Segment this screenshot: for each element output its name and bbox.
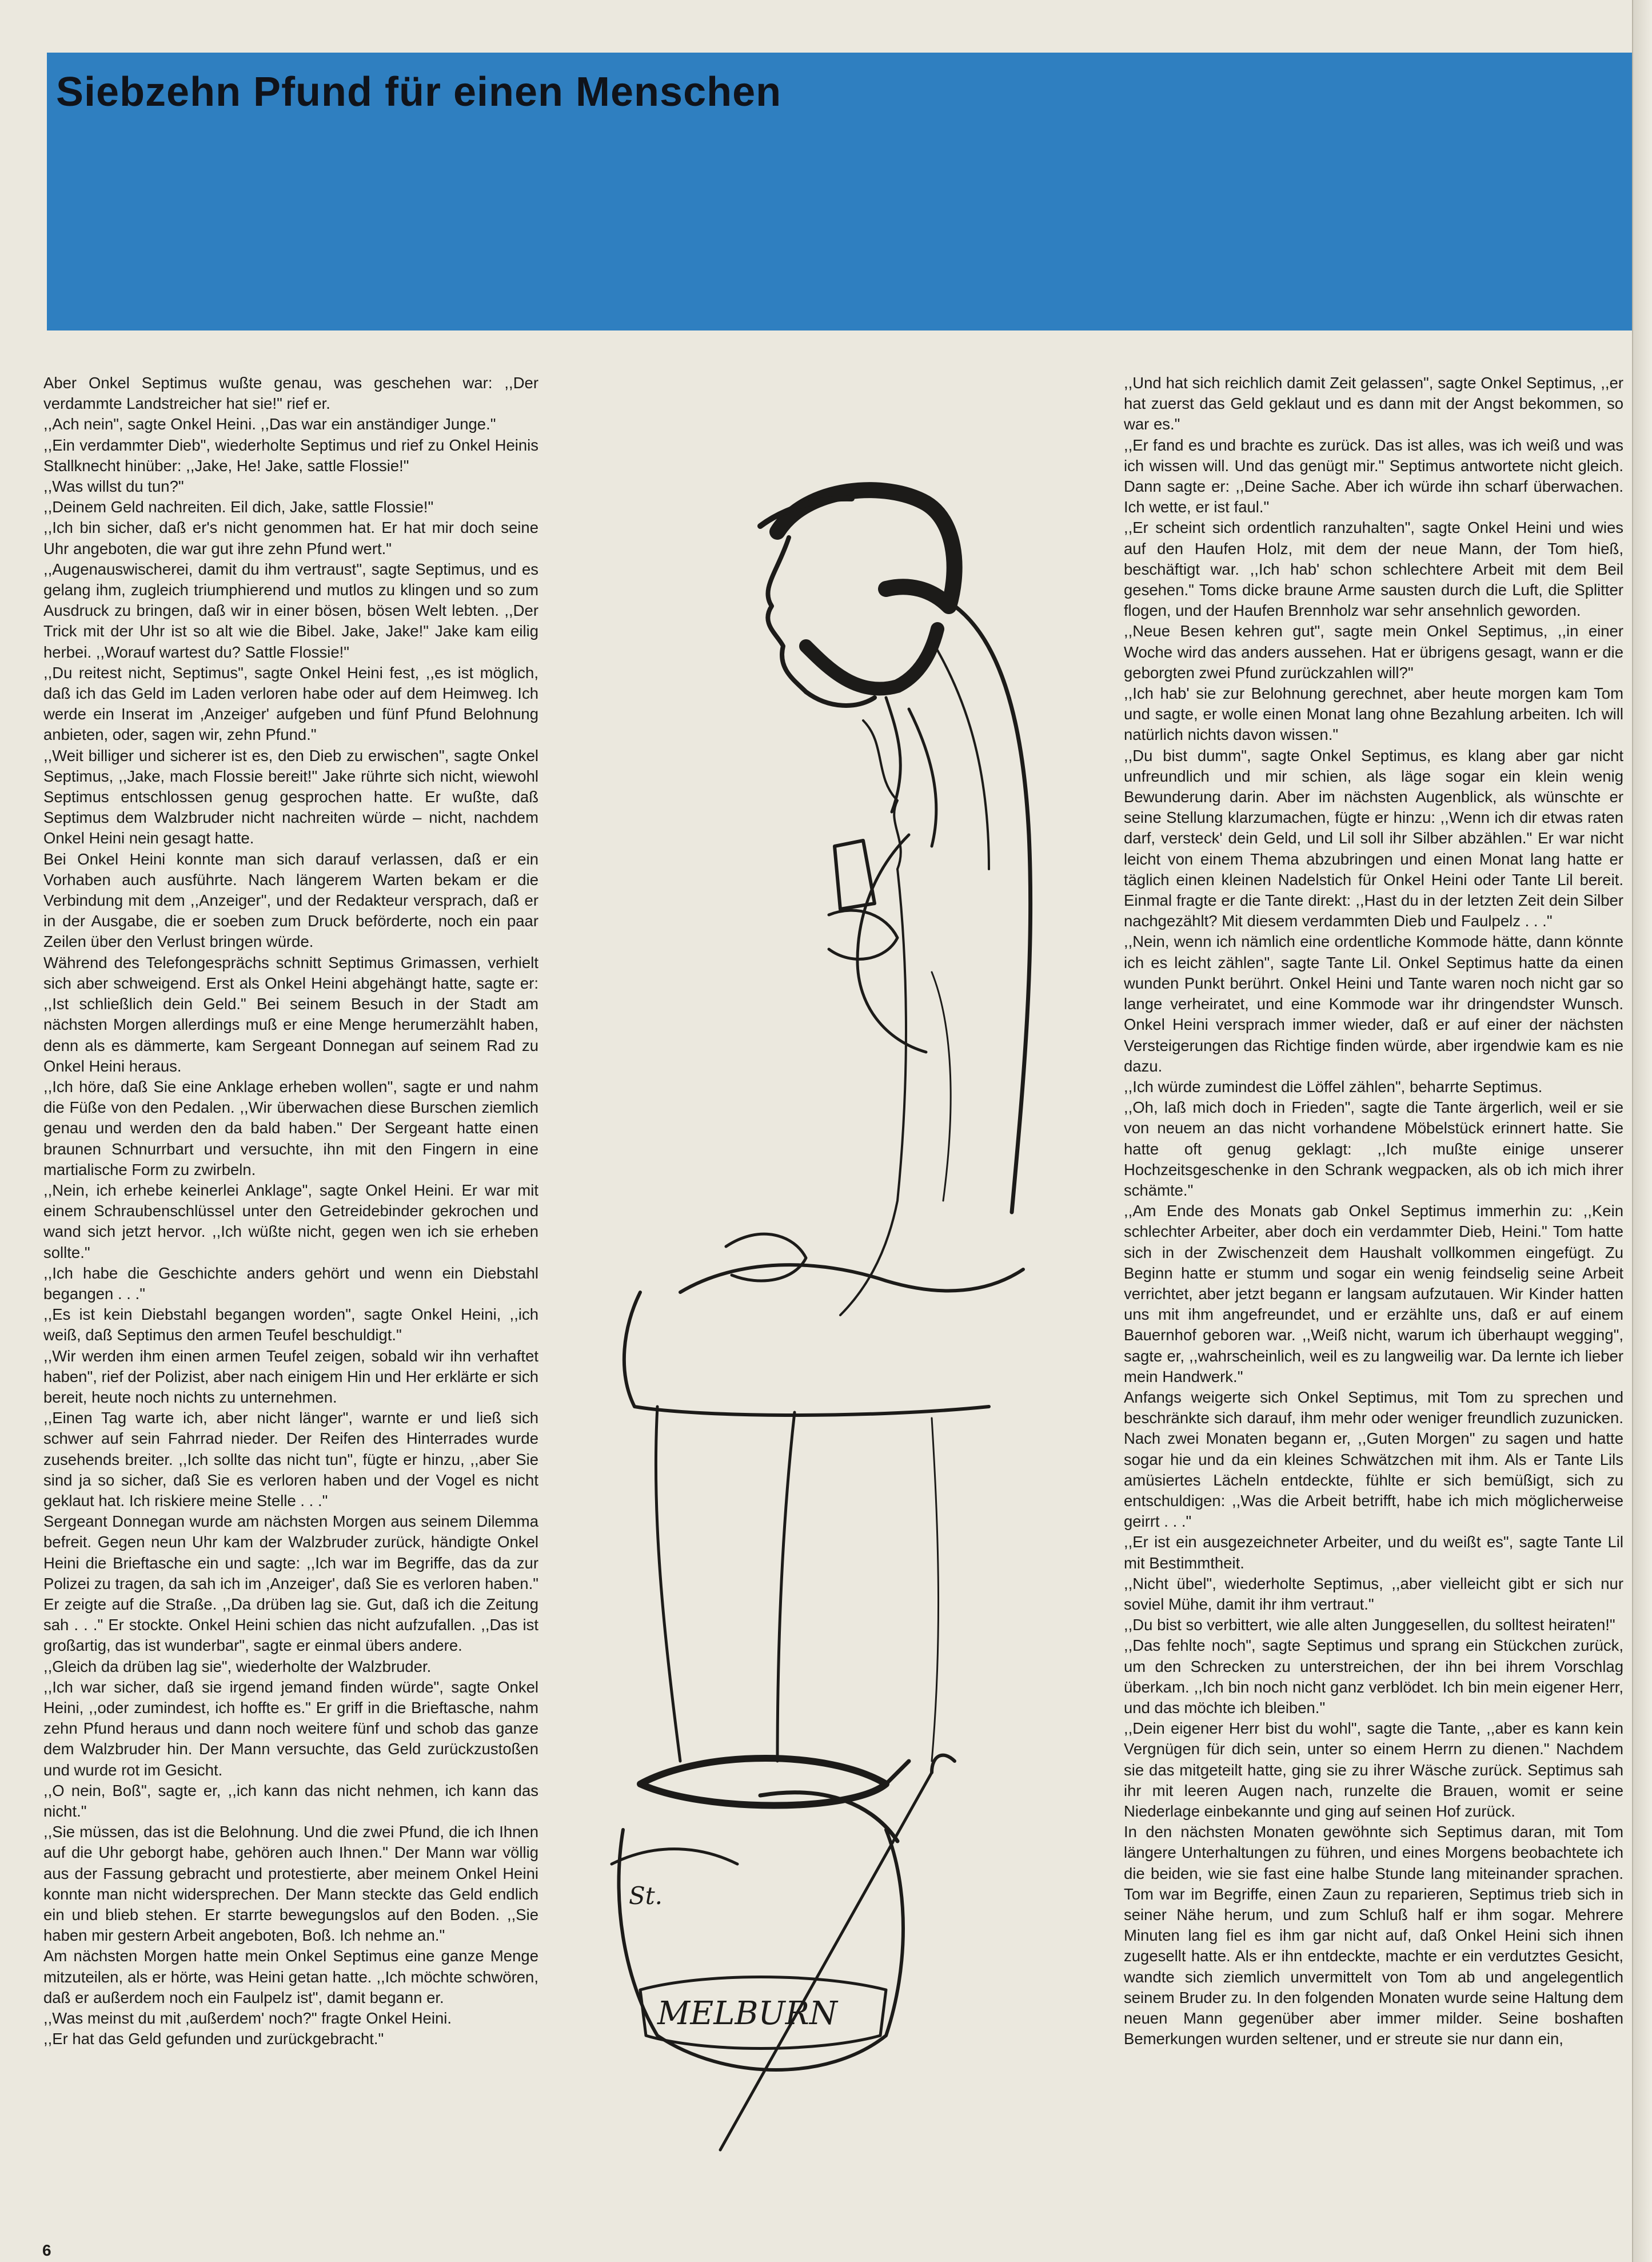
paragraph: ,,Was meinst du mit ,außerdem' noch?" fragte Onkel Heini. [43, 2009, 452, 2028]
paragraph: Während des Telefongesprächs schnitt Septimus Grimassen, verhielt sich aber schweigend. Erst als Onkel Heini abgehängt hatte, sagte er: ,,Ist schließlich dein Geld." Bei seinem Besuch in der Stadt am nächsten Morgen allerdings muß er eine Menge herumerzählt haben, denn als es dämmerte, kam Sergeant Donnegan auf seinem Rad zu Onkel Heini heraus. [43, 953, 538, 1075]
suitcase-lettering: MELBURN [657, 1995, 837, 2032]
seated-man-drawing [589, 400, 1098, 2173]
paragraph: ,,Einen Tag warte ich, aber nicht länger", warnte er und ließ sich schwer auf sein Fahrrad nieder. Der Reifen des Hinterrades wurde zusehends breiter. ,,Ich sollte das nicht tun", fügte er hinzu, ,,aber Sie sind ja so sicher, daß Sie es verloren haben und der Vogel es nicht geklaut hat. Ich riskiere meine Stelle . . ." [43, 1409, 538, 1510]
paragraph: ,,Er ist ein ausgezeichneter Arbeiter, und du weißt es", sagte Tante Lil mit Bestimmtheit. [1124, 1533, 1623, 1572]
text-column-left [43, 373, 538, 2049]
paragraph: Sergeant Donnegan wurde am nächsten Morgen aus seinem Dilemma befreit. Gegen neun Uhr kam der Walzbruder zurück, händigte Onkel Heini die Brieftasche ein und sagte: ,,Ich war im Begriffe, das da zur Polizei zu tragen, da sah ich im ,Anzeiger', daß Sie es verloren haben." Er zeigte auf die Straße. ,,Da drüben lag sie. Gut, daß ich die Zeitung sah . . ." Er stockte. Onkel Heini schien das nicht aufzufallen. ,,Das ist großartig, das ist wunderbar", sagte er einmal übers andere. [43, 1512, 538, 1655]
paragraph: Bei Onkel Heini konnte man sich darauf verlassen, daß er ein Vorhaben auch ausführte. Nach längerem Warten bekam er die Verbindung mit dem ,,Anzeiger", und der Redakteur versprach, daß er in der Ausgabe, die er soeben zum Druck beförderte, noch ein paar Zeilen über den Verlust bringen würde. [43, 850, 538, 951]
paragraph: ,,Das fehlte noch", sagte Septimus und sprang ein Stückchen zurück, um den Schrecken zu unterstreichen, der ihn bei ihrem Vorschlag überkam. ,,Ich bin noch nicht ganz verblödet. Ich bin mein eigener Herr, und das möchte ich bleiben." [1124, 1636, 1623, 1717]
paragraph: ,,O nein, Boß", sagte er, ,,ich kann das nicht nehmen, ich kann das nicht." [43, 1781, 538, 1821]
text-column-right [1124, 373, 1623, 2049]
paragraph: Aber Onkel Septimus wußte genau, was geschehen war: ,,Der verdammte Landstreicher hat sie!" rief er. [43, 374, 538, 413]
paragraph: ,,Deinem Geld nachreiten. Eil dich, Jake, sattle Flossie!" [43, 498, 434, 516]
paragraph: ,,Er fand es und brachte es zurück. Das ist alles, was ich weiß und was ich wissen will. Und das genügt mir." Septimus antwortete nicht gleich. Dann sagte er: ,,Deine Sache. Aber ich würde ihn scharf überwachen. Ich wette, er ist faul." [1124, 436, 1623, 516]
paragraph: ,,Weit billiger und sicherer ist es, den Dieb zu erwischen", sagte Onkel Septimus, ,,Jake, mach Flossie bereit!" Jake rührte sich nicht, wiewohl Septimus entschlossen genug gesprochen hatte. Er wußte, daß Septimus dem Walzbruder nicht nachreiten würde – nicht, nachdem Onkel Heini nein gesagt hatte. [43, 746, 538, 847]
paragraph: ,,Nicht übel", wiederholte Septimus, ,,aber vielleicht gibt er sich nur soviel Mühe, damit ihr ihm vertraut." [1124, 1574, 1623, 1613]
paragraph: ,,Am Ende des Monats gab Onkel Septimus immerhin zu: ,,Kein schlechter Arbeiter, aber doch ein verdammter Dieb, Heini." Tom hatte sich in der Zwischenzeit dem Haushalt vollkommen eingefügt. Zu Beginn hatte er stumm und sogar ein wenig feindselig seine Arbeit verrichtet, aber jetzt begann er langsam aufzutauen. Wir Kinder hatten uns mit ihm angefreundet, und er erzählte uns, daß er auf einem Bauernhof geboren war. ,,Weiß nicht, warum ich überhaupt wegging", sagte er, ,,wahrscheinlich, weil es zu langweilig war. Da lernte ich lieber mein Handwerk." [1124, 1202, 1623, 1385]
paragraph: ,,Was willst du tun?" [43, 477, 184, 496]
paragraph: ,,Ich höre, daß Sie eine Anklage erheben wollen", sagte er und nahm die Füße von den Pedalen. ,,Wir überwachen diese Burschen ziemlich genau und werden den da bald haben." Der Sergeant hatte einen braunen Schnurrbart und versuchte, ihn mit den Fingern in eine martialische Form zu zwirbeln. [43, 1077, 538, 1178]
paragraph: ,,Du bist dumm", sagte Onkel Septimus, es klang aber gar nicht unfreundlich und mir schien, als läge sogar ein klein wenig Bewunderung darin. Aber im nächsten Augenblick, als wünschte er seine Stellung klarzumachen, fügte er hinzu: ,,Wenn ich dir etwas raten darf, versteck' dein Geld, und Lil soll ihr Silber abzählen." Er war nicht leicht von einem Thema abzubringen und einen Monat lang hatte er täglich einen kleinen Nadelstich für Onkel Heini oder Tante Lil bereit. Einmal fragte er die Tante direkt: ,,Hast du in der letzten Zeit dein Silber nachgezählt? Mit diesem verdammten Dieb und Faulpelz . . ." [1124, 746, 1623, 930]
paragraph: ,,Ich bin sicher, daß er's nicht genommen hat. Er hat mir doch seine Uhr angeboten, die war gut ihre zehn Pfund wert." [43, 519, 538, 557]
illustration-signature: St. [629, 1882, 663, 1910]
page-number: 6 [42, 2241, 51, 2259]
ink-illustration [589, 400, 1098, 2173]
paragraph: In den nächsten Monaten gewöhnte sich Septimus daran, mit Tom längere Unterhaltungen zu führen, und eines Morgens beobachtete ich die beiden, wie sie fast eine halbe Stunde lang miteinander sprachen. Tom war im Begriffe, einen Zaun zu reparieren, Septimus trieb sich in seiner Nähe herum, und zum Schluß half er ihm sogar. Mehrere Minuten lang fiel es ihm gar nicht auf, daß Onkel Heini sich ihnen zugesellt hatte. Als er ihn entdeckte, machte er ein verdutztes Gesicht, wandte sich ziemlich unvermittelt von Tom ab und angelegentlich seinem Bruder zu. In den folgenden Monaten wurde seine Haltung dem neuen Mann gegenüber aber immer milder. Seine boshaften Bemerkungen wurden seltener, und er streute sie nur dann ein, [1124, 1823, 1623, 2048]
paragraph: ,,Ich würde zumindest die Löffel zählen", beharrte Septimus. [1124, 1077, 1543, 1096]
paragraph: ,,Neue Besen kehren gut", sagte mein Onkel Septimus, ,,in einer Woche wird das anders aussehen. Hat er übrigens gesagt, wann er die geborgten zwei Pfund zurückzahlen will?" [1124, 622, 1623, 682]
paragraph: ,,Und hat sich reichlich damit Zeit gelassen", sagte Onkel Septimus, ,,er hat zuerst das Geld geklaut und es dann mit der Angst bekommen, so war es." [1124, 374, 1623, 433]
paragraph: ,,Gleich da drüben lag sie", wiederholte der Walzbruder. [43, 1657, 432, 1675]
article-title: Siebzehn Pfund für einen Menschen [56, 69, 782, 115]
paragraph: ,,Ich habe die Geschichte anders gehört und wenn ein Diebstahl begangen . . ." [43, 1264, 538, 1303]
paragraph: ,,Ach nein", sagte Onkel Heini. ,,Das war ein anständiger Junge." [43, 415, 496, 433]
paragraph: ,,Ich war sicher, daß sie irgend jemand finden würde", sagte Onkel Heini, ,,oder zumindest, ich hoffte es." Er griff in die Brieftasche, nahm zehn Pfund heraus und dann noch weitere fünf und schob das ganze dem Walzbruder hin. Der Mann versuchte, das Geld zurückzustoßen und wurde rot im Gesicht. [43, 1678, 538, 1779]
paragraph: ,,Nein, ich erhebe keinerlei Anklage", sagte Onkel Heini. Er war mit einem Schraubenschlüssel unter den Getreidebinder gekrochen und wand sich jetzt hervor. ,,Ich wüßte nicht, gegen wen ich sie erheben sollte." [43, 1181, 538, 1261]
paragraph: ,,Nein, wenn ich nämlich eine ordentliche Kommode hätte, dann könnte ich es leicht zählen", sagte Tante Lil. Onkel Septimus hatte da einen wunden Punkt berührt. Onkel Heini und Tante waren noch nicht gar so lange verheiratet, und eine Kommode war ihr dringendster Wunsch. Onkel Heini versprach immer wieder, daß er auf einer der nächsten Versteigerungen das Richtige finden würde, aber irgendwie kam es nie dazu. [1124, 933, 1623, 1075]
paragraph: ,,Ich hab' sie zur Belohnung gerechnet, aber heute morgen kam Tom und sagte, er wolle einen Monat lang ohne Bezahlung arbeiten. Ich will natürlich nichts davon wissen." [1124, 684, 1623, 744]
next-page-edge [1632, 0, 1652, 2262]
paragraph: ,,Du bist so verbittert, wie alle alten Junggesellen, du solltest heiraten!" [1124, 1616, 1615, 1634]
paragraph: ,,Er hat das Geld gefunden und zurückgebracht." [43, 2030, 384, 2048]
paragraph: ,,Es ist kein Diebstahl begangen worden", sagte Onkel Heini, ,,ich weiß, daß Septimus den armen Teufel beschuldigt." [43, 1305, 538, 1344]
paragraph: ,,Ein verdammter Dieb", wiederholte Septimus und rief zu Onkel Heinis Stallknecht hinüber: ,,Jake, He! Jake, sattle Flossie!" [43, 436, 538, 475]
paragraph: ,,Sie müssen, das ist die Belohnung. Und die zwei Pfund, die ich Ihnen auf die Uhr geborgt habe, gehören auch Ihnen." Der Mann war völlig aus der Fassung gebracht und protestierte, aber meinem Onkel Heini konnte man nicht widersprechen. Der Mann steckte das Geld endlich ein und blieb stehen. Er starrte bewegungslos auf den Boden. ,,Sie haben mir gestern Arbeit angeboten, Boß. Ich nehme an." [43, 1823, 538, 1945]
paragraph: Anfangs weigerte sich Onkel Septimus, mit Tom zu sprechen und beschränkte sich darauf, ihm mehr oder weniger freundlich zuzunicken. Nach zwei Monaten begann er, ,,Guten Morgen" zu sagen und hatte sogar hie und da ein kleines Schwätzchen mit ihm. Als er Tante Lils amüsiertes Lächeln entdeckte, fühlte er sich bemüßigt, sich zu entschuldigen: ,,Was die Arbeit betrifft, habe ich mich möglicherweise geirrt . . ." [1124, 1388, 1623, 1531]
paragraph: ,,Du reitest nicht, Septimus", sagte Onkel Heini fest, ,,es ist möglich, daß ich das Geld im Laden verloren habe oder auf dem Heimweg. Ich werde ein Inserat im ,Anzeiger' aufgeben und fünf Pfund Belohnung anbieten, oder, sagen wir, zehn Pfund." [43, 663, 538, 744]
paragraph: ,,Augenauswischerei, damit du ihm vertraust", sagte Septimus, und es gelang ihm, zugleich triumphierend und mutlos zu klingen und so zum Ausdruck zu bringen, daß wir in einer bösen, bösen Welt lebten. ,,Der Trick mit der Uhr ist so alt wie die Bibel. Jake, Jake!" Jake kam eilig herbei. ,,Worauf wartest du? Sattle Flossie!" [43, 560, 538, 661]
paragraph: ,,Er scheint sich ordentlich ranzuhalten", sagte Onkel Heini und wies auf den Haufen Holz, mit dem der neue Mann, der Tom hieß, beschäftigt war. ,,Ich hab' schon schlechtere Arbeit mit dem Beil gesehen." Toms dicke braune Arme sausten durch die Luft, die Splitter flogen, und der Haufen Brennholz war sehr ansehnlich geworden. [1124, 519, 1623, 620]
paragraph: ,,Dein eigener Herr bist du wohl", sagte die Tante, ,,aber es kann kein Vergnügen für dich sein, unter so einem Herrn zu dienen." Nachdem sie das mitgeteilt hatte, ging sie zu ihrer Wäsche zurück. Septimus sah ihr mit leeren Augen nach, runzelte die Brauen, womit er seine Niederlage einbekannte und ging auf seinen Hof zurück. [1124, 1719, 1623, 1821]
paragraph: ,,Oh, laß mich doch in Frieden", sagte die Tante ärgerlich, weil er sie von neuem an das nicht vorhandene Möbelstück erinnert hatte. Sie hatte oft genug geklagt: ,,Ich mußte einige unserer Hochzeitsgeschenke in den Schrank wegpacken, als ob ich mich ihrer schämte." [1124, 1098, 1623, 1199]
paragraph: Am nächsten Morgen hatte mein Onkel Septimus eine ganze Menge mitzuteilen, als er hörte, was Heini getan hatte. ,,Ich möchte schwören, daß er außerdem noch ein Faulpelz ist", damit begann er. [43, 1947, 538, 2006]
paragraph: ,,Wir werden ihm einen armen Teufel zeigen, sobald wir ihn verhaftet haben", rief der Polizist, aber nach einigem Hin und Her erklärte er sich bereit, heute noch nichts zu unternehmen. [43, 1347, 538, 1406]
